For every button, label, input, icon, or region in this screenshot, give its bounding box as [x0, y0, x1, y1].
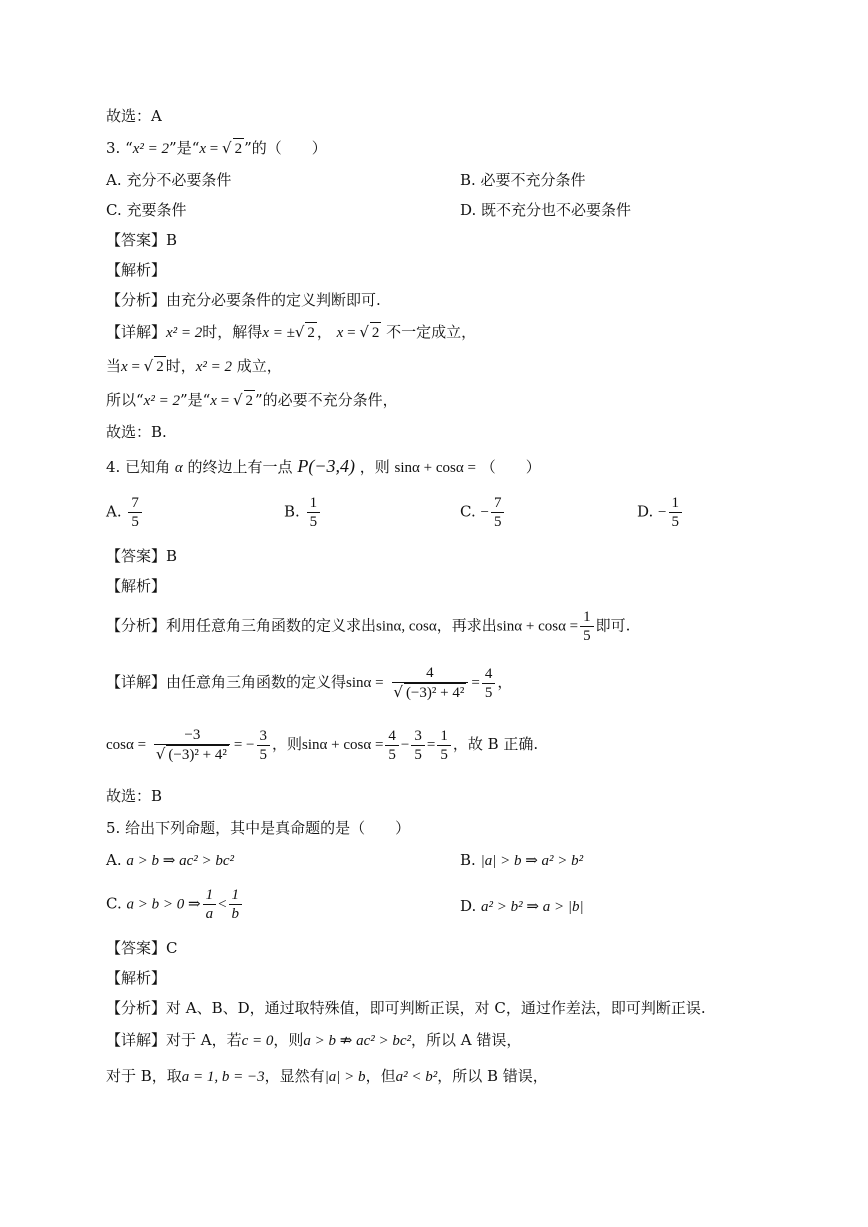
- text: ”是“: [179, 391, 211, 409]
- numerator: 4: [482, 665, 496, 684]
- text: ”的必要不充分条件，: [255, 391, 398, 409]
- numerator: 4: [385, 727, 399, 746]
- math-var: α: [174, 460, 183, 476]
- text: ，所以 A 错误，: [411, 1031, 522, 1049]
- radicand: (−3)² + 4²: [405, 685, 465, 701]
- option-label: C.: [106, 894, 122, 913]
- option-a: A. 充分不必要条件: [106, 171, 232, 189]
- text: 不一定成立，: [386, 323, 477, 341]
- radicand: (−3)² + 4²: [168, 747, 227, 763]
- text: 即可.: [595, 616, 631, 635]
- radicand: 2: [154, 356, 166, 377]
- math-op: = −: [233, 737, 255, 753]
- detail-line-2: [106, 1066, 548, 1087]
- detail-line-1: 【详解】由任意角三角函数的定义得sinα = $\frac{4}{\text{√ (−3)² + 4²}}$ = $\frac{4}{5}$ ，: [106, 665, 513, 701]
- text: ，故 B 正确.: [452, 735, 539, 753]
- radicand: 2: [305, 322, 317, 343]
- radical-sign: √: [294, 323, 305, 341]
- denominator: 5: [440, 746, 448, 763]
- math-expr: x² = 2: [166, 325, 203, 341]
- math-op: =: [343, 325, 360, 341]
- option-c: C. 充要条件: [106, 201, 187, 219]
- math-expr: x² = 2: [132, 141, 170, 157]
- math-var: x: [336, 325, 344, 341]
- math-op: =: [206, 141, 223, 157]
- detail-line-3: [106, 390, 398, 411]
- math-expr: a > b > 0 ⇒: [126, 896, 201, 913]
- question-number: 3.: [106, 139, 121, 157]
- detail-label: 【详解】: [106, 323, 167, 341]
- denominator: 5: [309, 514, 318, 530]
- math-var: x: [121, 359, 128, 375]
- q5-option-c: [106, 886, 244, 923]
- numerator: 1: [307, 494, 321, 513]
- denominator: 5: [484, 684, 493, 701]
- option-label: D.: [460, 897, 477, 915]
- text: （ ）: [480, 458, 541, 476]
- analysis-label: 【解析】: [106, 969, 167, 987]
- option-b: B. 必要不充分条件: [460, 171, 586, 189]
- q5-option-b: [460, 850, 583, 871]
- math-var: x: [199, 141, 207, 157]
- math-expr: a > b ⇒ ac² > bc²: [126, 853, 235, 869]
- q5-option-d: [460, 896, 584, 917]
- question-3: 3. “x² = 2”是“x = √ 2 ”的（ ）: [106, 139, 327, 157]
- minus-sign: −: [480, 504, 489, 521]
- analysis-label: 【解析】: [106, 577, 167, 595]
- text: ，则: [273, 1031, 304, 1049]
- radical-sign: √: [155, 745, 166, 763]
- text: 时，解得: [202, 323, 263, 341]
- answer-line: 故选：B: [106, 787, 163, 805]
- radical-sign: √: [232, 391, 243, 409]
- numerator: 1: [203, 886, 217, 905]
- radical-sign: √: [222, 139, 232, 157]
- numerator: 7: [491, 494, 505, 513]
- numerator: 3: [257, 727, 271, 746]
- numerator: 1: [580, 608, 594, 627]
- analysis-text: [106, 608, 630, 645]
- math-expr: sinα + cosα =: [302, 737, 384, 753]
- text: ，显然有: [264, 1067, 325, 1085]
- math-expr: x² = 2: [195, 359, 233, 375]
- radical-sign: √: [393, 683, 403, 701]
- math-expr: |a| > b: [324, 1069, 366, 1085]
- math-expr: sinα =: [346, 675, 384, 691]
- text: 4. 已知角: [106, 458, 171, 476]
- option-label: D.: [637, 502, 654, 521]
- text: 成立，: [236, 357, 282, 375]
- q4-option-d: [637, 494, 684, 531]
- math-var: x: [210, 393, 217, 409]
- detail-line-2: cosα = $\frac{-3}{\text{√ (−3)² + 4²}}$ = − $\frac{3}{5}$ ，则sinα + cosα = $\frac{4}{5}$ − $\frac{3}{5}$ = $\frac{1}{5}$ ，故 B 正确.: [106, 727, 539, 763]
- detail-label: 【详解】由任意角三角函数的定义得: [106, 673, 347, 691]
- option-label: C.: [460, 502, 476, 521]
- math-expr: a = 1, b = −3: [181, 1069, 265, 1085]
- analysis-text: 【分析】对 A、B、D，通过取特殊值，即可判断正误，对 C，通过作差法，即可判断正误.: [106, 999, 706, 1017]
- q4-option-a: [106, 494, 144, 531]
- math-expr: c = 0: [241, 1033, 274, 1049]
- answer-line: 故选：B.: [106, 423, 167, 441]
- math-expr: a² > b² ⇒ a > |b|: [481, 899, 584, 915]
- denominator: 5: [388, 746, 396, 763]
- text: ，再求出: [436, 616, 497, 635]
- radical-sign: √: [143, 357, 154, 375]
- denominator: 5: [493, 514, 502, 530]
- detail-line-2: [106, 356, 282, 377]
- radicand: 2: [370, 322, 382, 343]
- numerator: 4: [392, 664, 468, 683]
- detail-line-1: 【详解】x² = 2时，解得x = ±√ 2 ， x = √ 2 不一定成立，: [106, 323, 477, 341]
- numerator: 7: [128, 494, 142, 513]
- math-expr: sinα + cosα =: [394, 460, 476, 476]
- numerator: 1: [229, 886, 243, 905]
- denominator: 5: [259, 746, 267, 763]
- numerator: 3: [411, 727, 425, 746]
- option-label: B.: [460, 851, 476, 869]
- question-4: [106, 456, 541, 478]
- text: 当: [106, 357, 122, 375]
- radicand: 2: [244, 390, 256, 411]
- option-label: A.: [106, 502, 122, 521]
- answer-label: 【答案】B: [106, 231, 178, 249]
- math-op: <: [218, 896, 227, 913]
- analysis-label: 【解析】: [106, 261, 167, 279]
- denominator: 5: [671, 514, 680, 530]
- math-expr: P(−3,4): [297, 456, 355, 476]
- math-expr: |a| > b ⇒ a² > b²: [480, 853, 584, 869]
- math-expr: x² = 2: [143, 393, 180, 409]
- option-label: A.: [106, 851, 122, 869]
- text: 对于 B，取: [106, 1067, 182, 1085]
- math-expr: cosα =: [106, 737, 147, 753]
- text: ，则: [272, 735, 303, 753]
- denominator: b: [231, 906, 240, 922]
- numerator: 1: [669, 494, 683, 513]
- denominator: 5: [131, 514, 139, 530]
- q4-option-b: [284, 494, 322, 531]
- option-label: B.: [284, 502, 300, 521]
- math-op: =: [216, 393, 233, 409]
- question-5: 5. 给出下列命题，其中是真命题的是（ ）: [106, 819, 411, 837]
- detail-line-1: [106, 1030, 521, 1051]
- text: ，但: [365, 1067, 396, 1085]
- math-expr: sinα + cosα =: [496, 618, 579, 635]
- text: ，则: [359, 458, 390, 476]
- q4-option-c: [460, 494, 506, 531]
- option-d: D. 既不充分也不必要条件: [460, 201, 632, 219]
- detail-label: 【详解】对于 A，若: [106, 1031, 242, 1049]
- numerator: 1: [437, 727, 451, 746]
- minus-sign: −: [658, 504, 667, 521]
- text: 所以“: [106, 391, 144, 409]
- math-expr: a > b ⇏ ac² > bc²: [303, 1033, 412, 1049]
- answer-label: 【答案】C: [106, 939, 178, 957]
- math-op: =: [127, 359, 144, 375]
- question-tail: 的（ ）: [251, 139, 327, 157]
- text: ，所以 B 错误，: [437, 1067, 548, 1085]
- math-expr: x = ±: [262, 325, 295, 341]
- numerator: −3: [154, 726, 230, 745]
- analysis-text: 【分析】由充分必要条件的定义判断即可.: [106, 291, 381, 309]
- text: 【分析】利用任意角三角函数的定义求出: [106, 616, 377, 635]
- math-expr: a² < b²: [395, 1069, 438, 1085]
- q5-option-a: [106, 850, 234, 871]
- denominator: 5: [583, 628, 591, 644]
- denominator: 5: [414, 746, 422, 763]
- text: 的终边上有一点: [187, 458, 293, 476]
- radicand: 2: [233, 138, 245, 159]
- radical-sign: √: [359, 323, 369, 341]
- answer-label: 【答案】B: [106, 547, 178, 565]
- denominator: a: [205, 906, 214, 922]
- math-expr: sinα, cosα: [376, 618, 437, 635]
- text: 时，: [165, 357, 196, 375]
- answer-line: 故选：A: [106, 107, 162, 125]
